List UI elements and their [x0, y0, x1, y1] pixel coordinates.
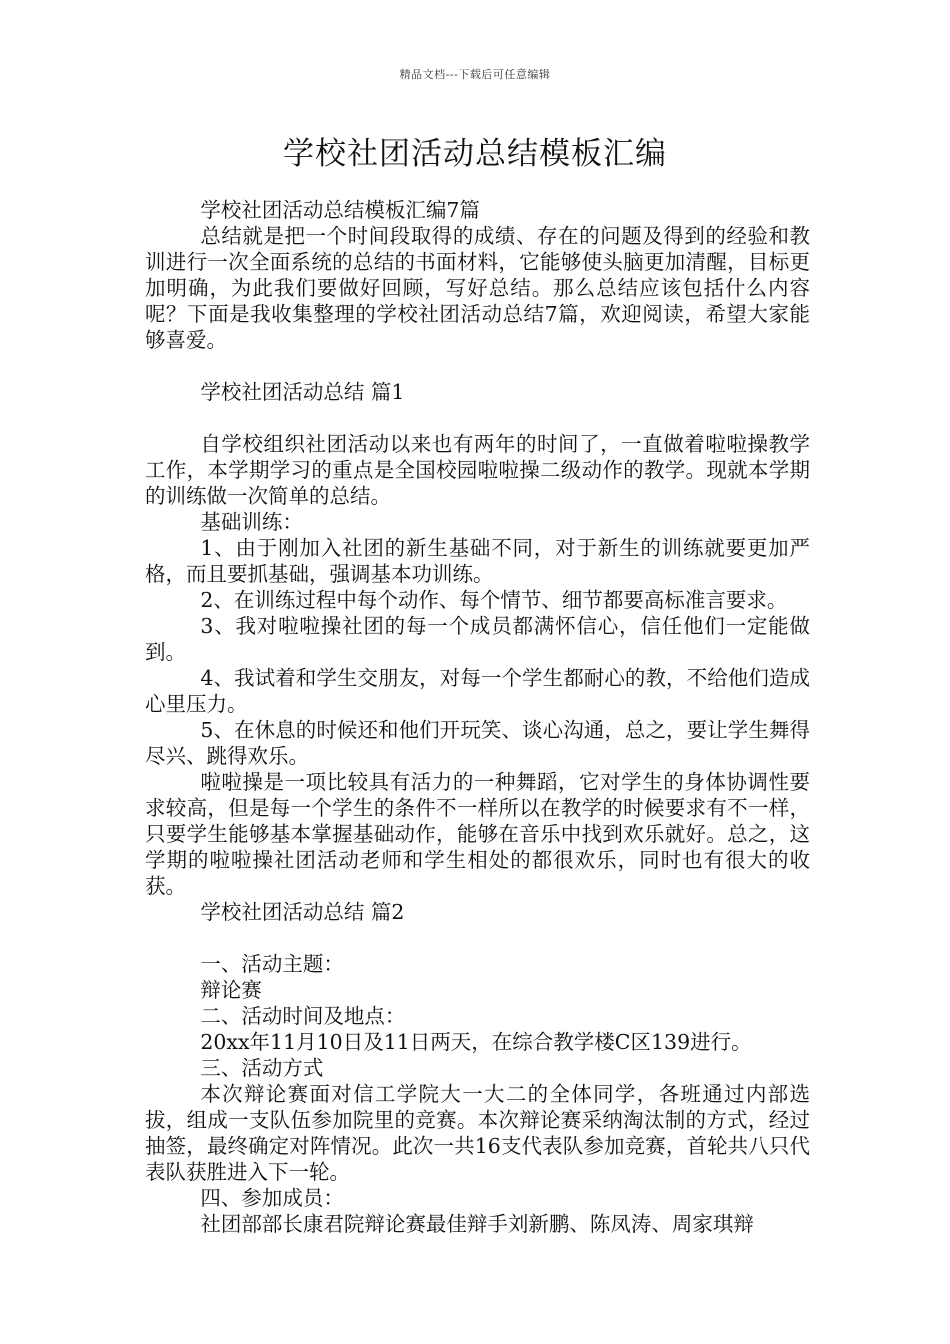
- body-paragraph: 1、由于刚加入社团的新生基础不同，对于新生的训练就要更加严格，而且要抓基础，强调基本功训练。: [145, 536, 810, 586]
- body-paragraph: 四、参加成员：: [200, 1186, 344, 1210]
- body-paragraph: 5、在休息的时候还和他们开玩笑、谈心沟通，总之，要让学生舞得尽兴、跳得欢乐。: [145, 718, 810, 768]
- body-paragraph: 基础训练：: [200, 510, 303, 534]
- body-paragraph: 自学校组织社团活动以来也有两年的时间了，一直做着啦啦操教学工作，本学期学习的重点是全国校园啦啦操二级动作的教学。现就本学期的训练做一次简单的总结。: [145, 432, 810, 508]
- body-paragraph: 2、在训练过程中每个动作、每个情节、细节都要高标准言要求。: [200, 588, 788, 612]
- body-paragraph: 学校社团活动总结模板汇编7篇: [200, 198, 480, 222]
- body-paragraph: 一、活动主题：: [200, 952, 344, 976]
- document-body: [145, 197, 810, 1237]
- document-title: 学校社团活动总结模板汇编: [283, 136, 667, 172]
- body-paragraph: 本次辩论赛面对信工学院大一大二的全体同学，各班通过内部选拔，组成一支队伍参加院里的竞赛。本次辩论赛采纳淘汰制的方式，经过抽签，最终确定对阵情况。此次一共16支代表队参加竞赛，首轮共八只代表队获胜进入下一轮。: [145, 1082, 810, 1184]
- body-paragraph: 4、我试着和学生交朋友，对每一个学生都耐心的教，不给他们造成心里压力。: [145, 666, 810, 716]
- body-paragraph: 社团部部长康君院辩论赛最佳辩手刘新鹏、陈凤涛、周家琪辩: [200, 1212, 754, 1236]
- body-paragraph: 啦啦操是一项比较具有活力的一种舞蹈，它对学生的身体协调性要求较高，但是每一个学生的条件不一样所以在教学的时候要求有不一样，只要学生能够基本掌握基础动作，能够在音乐中找到欢乐就好。总之，这学期的啦啦操社团活动老师和学生相处的都很欢乐，同时也有很大的收获。: [145, 770, 810, 898]
- header-note: 精品文档---下载后可任意编辑: [399, 68, 551, 81]
- body-paragraph: 20xx年11月10日及11日两天，在综合教学楼C区139进行。: [200, 1030, 752, 1054]
- body-paragraph: 总结就是把一个时间段取得的成绩、存在的问题及得到的经验和教训进行一次全面系统的总结的书面材料，它能够使头脑更加清醒，目标更加明确，为此我们要做好回顾，写好总结。那么总结应该包括什么内容呢？下面是我收集整理的学校社团活动总结7篇，欢迎阅读，希望大家能够喜爱。: [145, 224, 810, 352]
- body-paragraph: 3、我对啦啦操社团的每一个成员都满怀信心，信任他们一定能做到。: [145, 614, 810, 664]
- body-paragraph: 学校社团活动总结 篇2: [200, 900, 405, 924]
- body-paragraph: 辩论赛: [200, 978, 262, 1002]
- body-paragraph: 二、活动时间及地点：: [200, 1004, 406, 1028]
- body-paragraph: 学校社团活动总结 篇1: [200, 380, 405, 404]
- body-paragraph: 三、活动方式: [200, 1056, 324, 1080]
